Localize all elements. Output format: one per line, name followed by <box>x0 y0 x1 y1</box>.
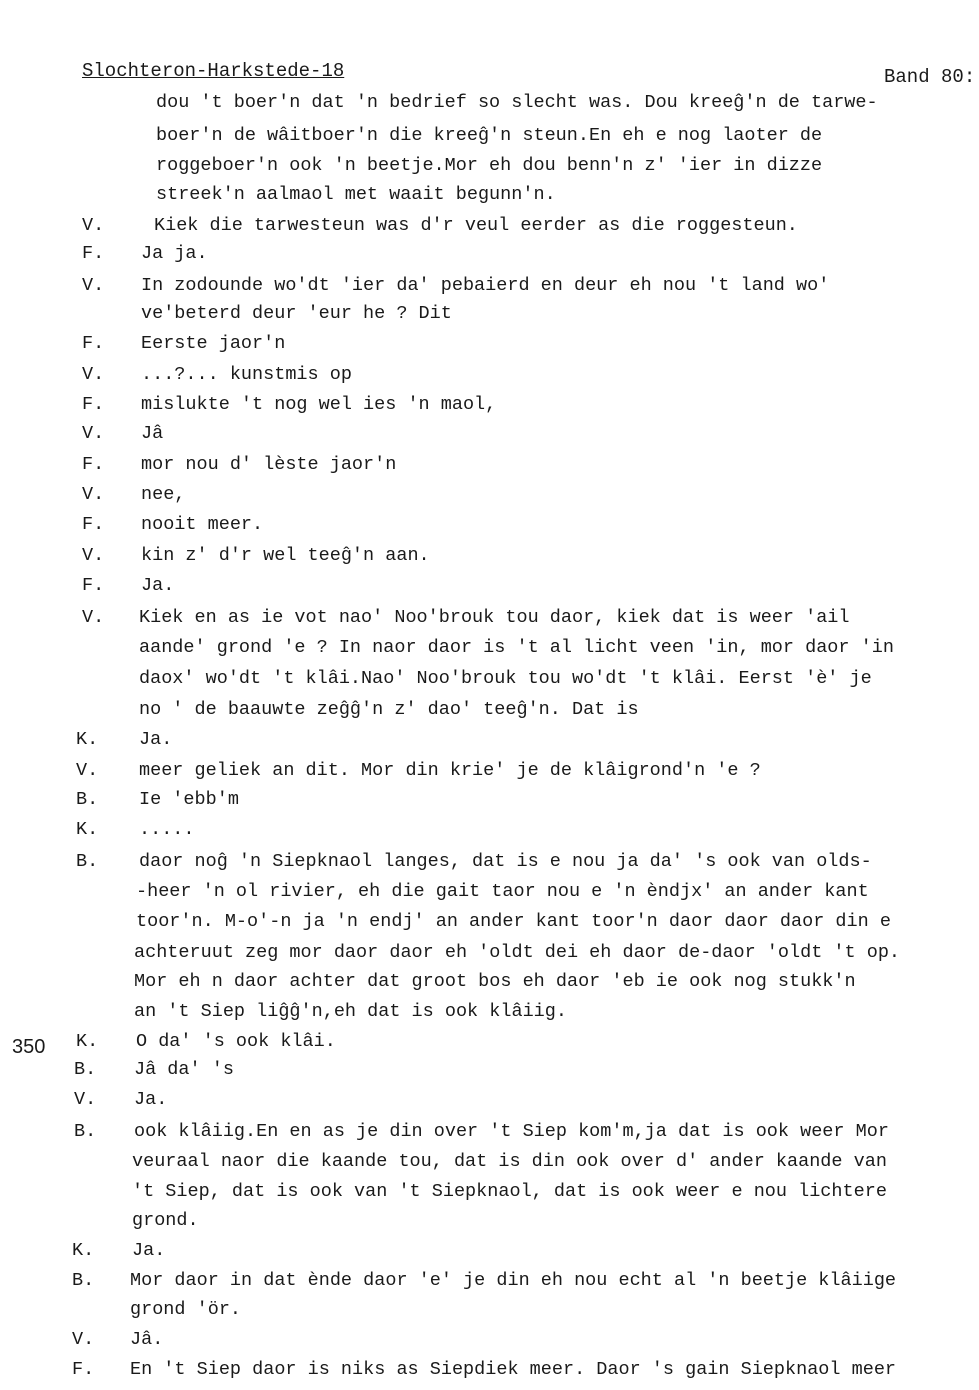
speaker-label: K. <box>76 819 99 840</box>
utterance-text: Jâ da' 's <box>134 1059 234 1080</box>
speaker-label: B. <box>74 1059 97 1080</box>
speaker-label: K. <box>76 729 99 750</box>
margin-line-number: 350 <box>12 1036 46 1058</box>
transcript-line <box>0 514 979 544</box>
utterance-text: boer'n de wâitboer'n die kreeĝ'n steun.En eh e nog laoter de <box>156 125 823 146</box>
transcript-line <box>0 819 979 849</box>
utterance-text: Kiek die tarwesteun was d'r veul eerder as die roggesteun. <box>154 215 798 236</box>
utterance-text: Mor eh n daor achter dat groot bos eh daor 'eb ie ook nog stukk'n <box>134 971 856 992</box>
utterance-text: nooit meer. <box>141 514 264 535</box>
speaker-label: B. <box>76 851 99 872</box>
speaker-label: F. <box>82 514 105 535</box>
speaker-label: V. <box>82 215 105 236</box>
transcript-line <box>0 911 979 941</box>
speaker-label: V. <box>76 760 99 781</box>
speaker-label: V. <box>82 607 105 628</box>
utterance-text: an 't Siep liĝĝ'n,eh dat is ook klâiig. <box>134 1001 567 1022</box>
utterance-text: toor'n. M-o'-n ja 'n endj' an ander kant toor'n daor daor daor din e <box>136 911 891 932</box>
transcript-line <box>0 184 979 214</box>
utterance-text: grond 'ör. <box>130 1299 242 1320</box>
transcript-line <box>0 125 979 155</box>
page-header-band: Band 80: <box>884 66 976 88</box>
transcript-line <box>0 1181 979 1211</box>
transcript-line <box>0 668 979 698</box>
transcript-line <box>0 454 979 484</box>
transcript-line <box>0 1121 979 1151</box>
transcript-line <box>0 155 979 185</box>
transcript-line <box>0 423 979 453</box>
utterance-text: O da' 's ook klâi. <box>136 1031 336 1052</box>
utterance-text: Kiek en as ie vot nao' Noo'brouk tou daor, kiek dat is weer 'ail <box>139 607 850 628</box>
transcript-line <box>0 303 979 333</box>
transcript-line <box>0 699 979 729</box>
transcript-line <box>0 243 979 273</box>
utterance-text: kin z' d'r wel teeĝ'n aan. <box>141 545 430 566</box>
utterance-text: -heer 'n ol rivier, eh die gait taor nou e 'n èndjx' an ander kant <box>136 881 869 902</box>
utterance-text: Ie 'ebb'm <box>139 789 239 810</box>
speaker-label: F. <box>82 575 105 596</box>
speaker-label: F. <box>82 454 105 475</box>
transcript-line <box>0 1089 979 1119</box>
speaker-label: V. <box>82 484 105 505</box>
transcript-line <box>0 729 979 759</box>
utterance-text: streek'n aalmaol met waait begunn'n. <box>156 184 556 205</box>
utterance-text: no ' de baauwte zeĝĝ'n z' dao' teeĝ'n. Dat is <box>139 699 639 720</box>
utterance-text: Jâ. <box>130 1329 164 1350</box>
utterance-text: achteruut zeg mor daor daor eh 'oldt dei eh daor de-daor 'oldt 't op. <box>134 942 901 963</box>
utterance-text: ..... <box>139 819 195 840</box>
utterance-text: grond. <box>132 1210 199 1231</box>
utterance-text: daox' wo'dt 't klâi.Nao' Noo'brouk tou wo'dt 't klâi. Eerst 'è' je <box>139 668 872 689</box>
speaker-label: V. <box>82 545 105 566</box>
utterance-text: Ja. <box>141 575 175 596</box>
utterance-text: Ja ja. <box>141 243 208 264</box>
speaker-label: B. <box>76 789 99 810</box>
transcript-line <box>0 275 979 305</box>
utterance-text: 't Siep, dat is ook van 't Siepknaol, dat is ook weer e nou lichtere <box>132 1181 887 1202</box>
transcript-line <box>0 484 979 514</box>
transcript-line <box>0 971 979 1001</box>
speaker-label: F. <box>82 333 105 354</box>
transcript-line <box>0 545 979 575</box>
transcript-line <box>0 1299 979 1329</box>
transcript-line <box>0 1001 979 1031</box>
transcript-line <box>0 789 979 819</box>
transcript-line <box>0 1270 979 1300</box>
transcript-line <box>0 942 979 972</box>
transcript-line <box>0 1240 979 1270</box>
utterance-text: Eerste jaor'n <box>141 333 286 354</box>
speaker-label: V. <box>82 423 105 444</box>
transcript-line <box>0 1059 979 1089</box>
utterance-text: Ja. <box>132 1240 166 1261</box>
utterance-text: En 't Siep daor is niks as Siepdiek meer. Daor 's gain Siepknaol meer <box>130 1359 897 1380</box>
transcript-line <box>0 215 979 245</box>
utterance-text: In zodounde wo'dt 'ier da' pebaierd en deur eh nou 't land wo' <box>141 275 830 296</box>
transcript-line <box>0 333 979 363</box>
utterance-text: Ja. <box>134 1089 168 1110</box>
speaker-label: V. <box>72 1329 95 1350</box>
transcript-line <box>0 92 979 122</box>
transcript-line <box>0 1359 979 1389</box>
speaker-label: B. <box>72 1270 95 1291</box>
utterance-text: meer geliek an dit. Mor din krie' je de klâigrond'n 'e ? <box>139 760 761 781</box>
transcript-line <box>0 1031 979 1061</box>
speaker-label: F. <box>82 394 105 415</box>
speaker-label: F. <box>82 243 105 264</box>
utterance-text: roggeboer'n ook 'n beetje.Mor eh dou benn'n z' 'ier in dizze <box>156 155 823 176</box>
speaker-label: K. <box>76 1031 99 1052</box>
transcript-line <box>0 851 979 881</box>
page-header-title: Slochteron-Harkstede-18 <box>82 60 345 82</box>
utterance-text: Ja. <box>139 729 173 750</box>
transcript-line <box>0 575 979 605</box>
utterance-text: ...?... kunstmis op <box>141 364 352 385</box>
transcript-line <box>0 1329 979 1359</box>
transcript-line <box>0 760 979 790</box>
transcript-line <box>0 607 979 637</box>
utterance-text: Mor daor in dat ènde daor 'e' je din eh nou echt al 'n beetje klâiige <box>130 1270 897 1291</box>
speaker-label: B. <box>74 1121 97 1142</box>
speaker-label: F. <box>72 1359 95 1380</box>
speaker-label: K. <box>72 1240 95 1261</box>
transcript-line <box>0 1151 979 1181</box>
transcript-line <box>0 637 979 667</box>
transcript-line <box>0 394 979 424</box>
utterance-text: ook klâiig.En en as je din over 't Siep kom'm,ja dat is ook weer Mor <box>134 1121 889 1142</box>
utterance-text: daor noĝ 'n Siepknaol langes, dat is e nou ja da' 's ook van olds- <box>139 851 872 872</box>
transcript-line <box>0 1210 979 1240</box>
utterance-text: veuraal naor die kaande tou, dat is din ook over d' ander kaande van <box>132 1151 887 1172</box>
utterance-text: Jâ <box>141 423 164 444</box>
utterance-text: aande' grond 'e ? In naor daor is 't al licht veen 'in, mor daor 'in <box>139 637 894 658</box>
transcript-line <box>0 881 979 911</box>
speaker-label: V. <box>82 275 105 296</box>
utterance-text: dou 't boer'n dat 'n bedrief so slecht was. Dou kreeĝ'n de tarwe- <box>156 92 878 113</box>
speaker-label: V. <box>82 364 105 385</box>
utterance-text: ve'beterd deur 'eur he ? Dit <box>141 303 452 324</box>
utterance-text: nee, <box>141 484 186 505</box>
utterance-text: mislukte 't nog wel ies 'n maol, <box>141 394 497 415</box>
transcript-line <box>0 364 979 394</box>
speaker-label: V. <box>74 1089 97 1110</box>
utterance-text: mor nou d' lèste jaor'n <box>141 454 397 475</box>
